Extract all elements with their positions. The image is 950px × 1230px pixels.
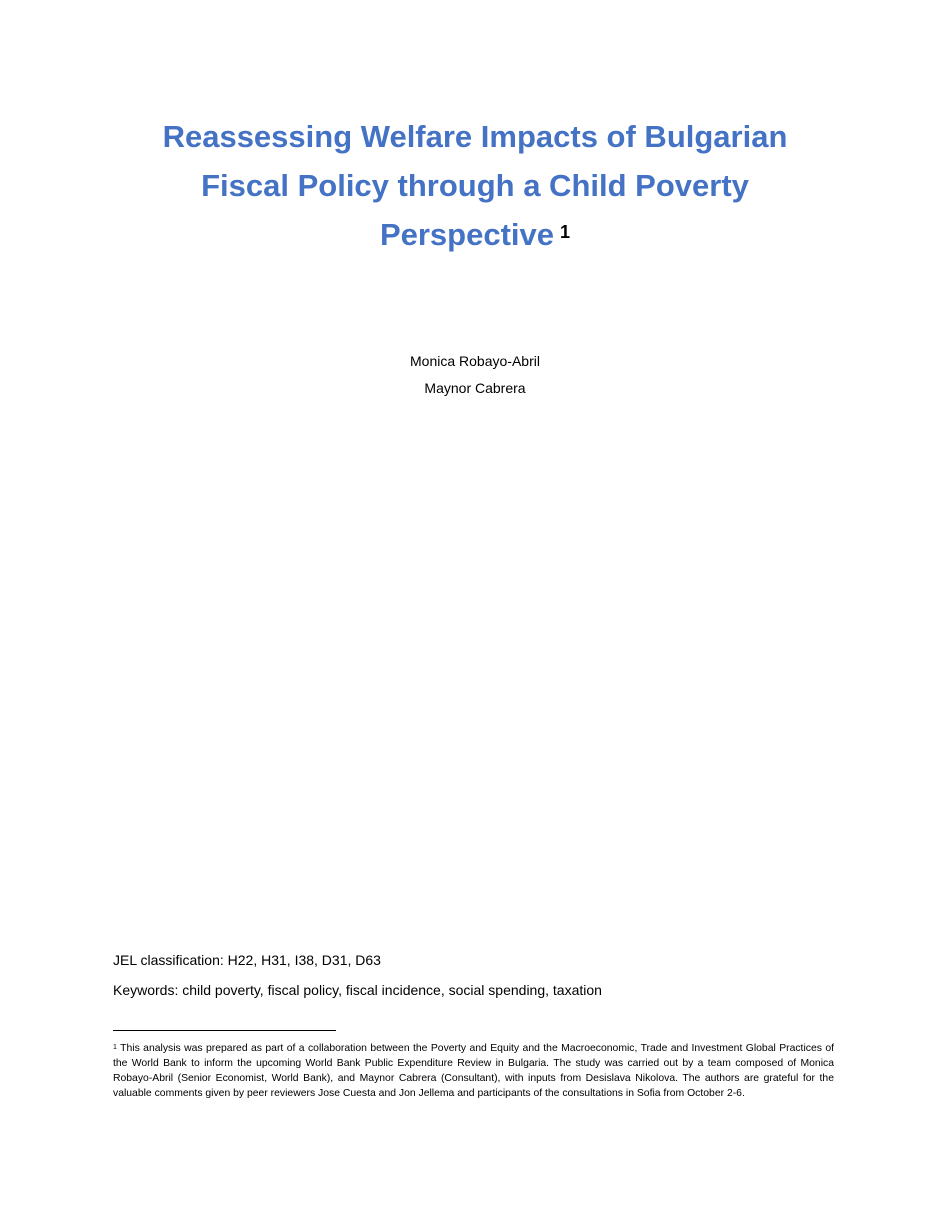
footnote-text: This analysis was prepared as part of a collaboration between the Poverty and Equity and the Macroeconomic, Trade and Investment Global Practices of the World Bank to inform the upcoming World Bank Public Expenditure Review in Bulgaria. The study was carried out by a team composed of Monica Robayo-Abril (Senior Economist, World Bank), and Maynor Cabrera (Consultant), with inputs from Desislava Nikolova. The authors are grateful for the valuable comments given by peer reviewers Jose Cuesta and Jon Jellema and participants of the consultations in Sofia from October 2-6.	[113, 1043, 834, 1099]
title-line-1: Reassessing Welfare Impacts of Bulgarian	[162, 119, 788, 154]
title-line-3-text: Perspective	[379, 217, 555, 252]
jel-classification: JEL classification: H22, H31, I38, D31, D63	[113, 952, 381, 968]
footnote-marker: 1	[113, 1044, 117, 1051]
title-line-2: Fiscal Policy through a Child Poverty	[201, 168, 749, 203]
title-line-3	[100, 210, 850, 259]
keywords: Keywords: child poverty, fiscal policy, fiscal incidence, social spending, taxation	[113, 982, 602, 998]
footnote-separator	[113, 1030, 336, 1031]
paper-metadata	[113, 945, 602, 1005]
paper-title	[100, 112, 850, 259]
author-1: Monica Robayo-Abril	[410, 353, 540, 369]
author-list	[0, 348, 950, 402]
author-2: Maynor Cabrera	[424, 380, 526, 396]
title-footnote-marker[interactable]: 1	[560, 222, 571, 242]
footnote	[113, 1041, 834, 1101]
